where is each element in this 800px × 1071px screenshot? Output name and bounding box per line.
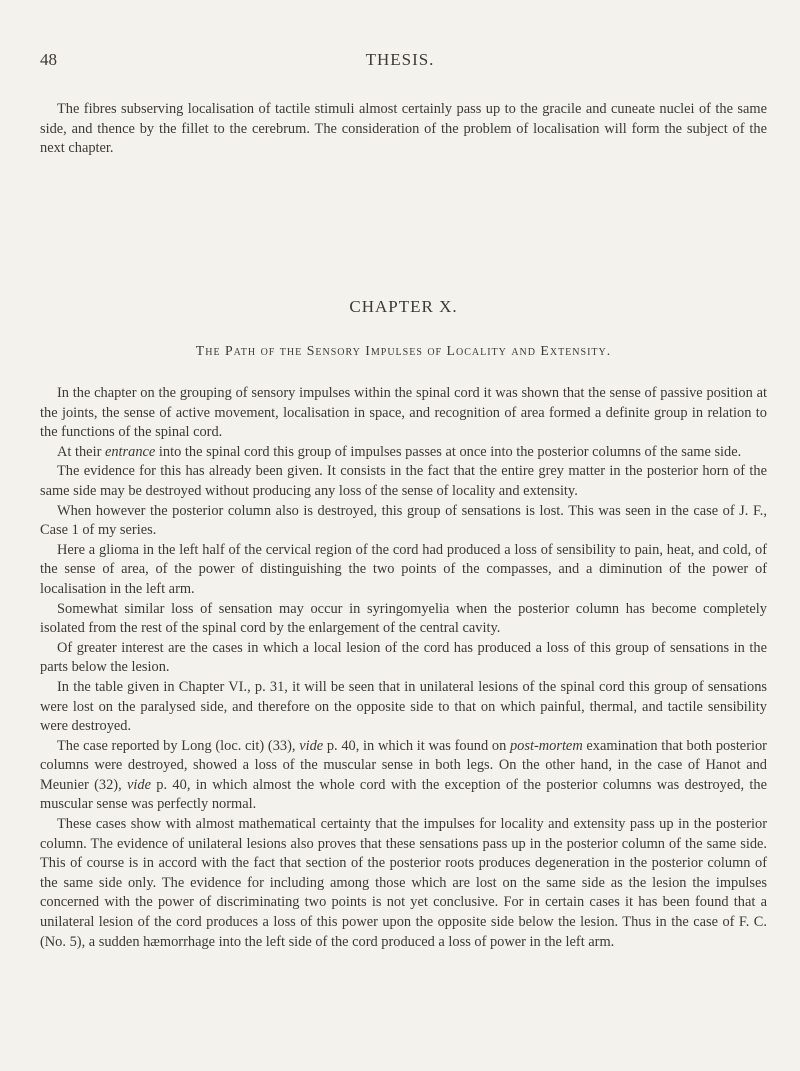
- paragraph: Here a glioma in the left half of the cervical region of the cord had produced a loss of sensibility to pain, heat, and cold, of the sense of area, of the power of distinguishing the two points of the compasses, and a diminution of the power of localisation in the left arm.: [40, 541, 767, 597]
- paragraph: The case reported by Long (loc. cit) (33), vide p. 40, in which it was found on post-mortem examination that both posterior columns were destroyed, showed a loss of the muscular sense in both legs. On the other hand, in the case of Hanot and Meunier (32), vide p. 40, in which almost the whole cord with the exception of the posterior columns was destroyed, the muscular sense was perfectly normal.: [40, 737, 767, 813]
- emphasis: post-mortem: [509, 737, 583, 754]
- paragraph: The fibres subserving localisation of tactile stimuli almost certainly pass up to the gracile and cuneate nuclei of the same side, and thence by the fillet to the cerebrum. The consideration of the problem of localisation will form the subject of the next chapter.: [40, 101, 767, 157]
- paragraph: In the chapter on the grouping of sensory impulses within the spinal cord it was shown that the sense of passive position at the joints, the sense of active movement, localisation in space, and recognition of area formed a definite group in relation to the functions of the spinal cord.: [40, 385, 767, 441]
- page-number: 48: [40, 50, 57, 69]
- emphasis: vide: [127, 776, 151, 793]
- paragraph: In the table given in Chapter VI., p. 31, it will be seen that in unilateral lesions of the spinal cord this group of sensations were lost on the paralysed side, and therefore on the opposite side to that on which painful, thermal, and tactile sensibility were destroyed.: [40, 678, 767, 735]
- emphasis: entrance: [104, 443, 156, 460]
- paragraph: Of greater interest are the cases in which a local lesion of the cord has produced a loss of this group of sensations in the parts below the lesion.: [40, 639, 767, 676]
- running-head: [40, 50, 760, 74]
- emphasis: vide: [299, 737, 324, 754]
- paragraph: Somewhat similar loss of sensation may occur in syringomyelia when the posterior column has become completely isolated from the rest of the spinal cord by the enlargement of the central cavity.: [40, 600, 767, 637]
- paragraph: When however the posterior column also is destroyed, this group of sensations is lost. This was seen in the case of J. F., Case 1 of my series.: [40, 502, 767, 539]
- chapter-title: The Path of the Sensory Impulses of Locality and Extensity.: [195, 343, 612, 358]
- body-text: [40, 384, 767, 952]
- running-title: THESIS.: [365, 50, 435, 69]
- paragraph: At their entrance into the spinal cord this group of impulses passes at once into the posterior columns of the same side.: [57, 443, 742, 460]
- paragraph: The evidence for this has already been given. It consists in the fact that the entire grey matter in the posterior horn of the same side may be destroyed without producing any loss of the sense of locality and extensity.: [40, 463, 767, 499]
- paragraph: These cases show with almost mathematical certainty that the impulses for locality and extensity pass up in the posterior column. The evidence of unilateral lesions also proves that these sensations pass up in the posterior column of the same side. This of course is in accord with the fact that section of the posterior roots produces degeneration in the posterior column of the same side only. The evidence for including among those which are lost on the same side as the lesion the impulses concerned with the power of discriminating two points is not yet conclusive. For in certain cases it has been found that a unilateral lesion of the cord produces a loss of this power upon the opposite side below the lesion. Thus in the case of F. C. (No. 5), a sudden hæmorrhage into the left side of the cord produced a loss of power in the left arm.: [40, 816, 767, 950]
- intro-text: [40, 100, 767, 159]
- chapter-number: CHAPTER X.: [349, 297, 458, 316]
